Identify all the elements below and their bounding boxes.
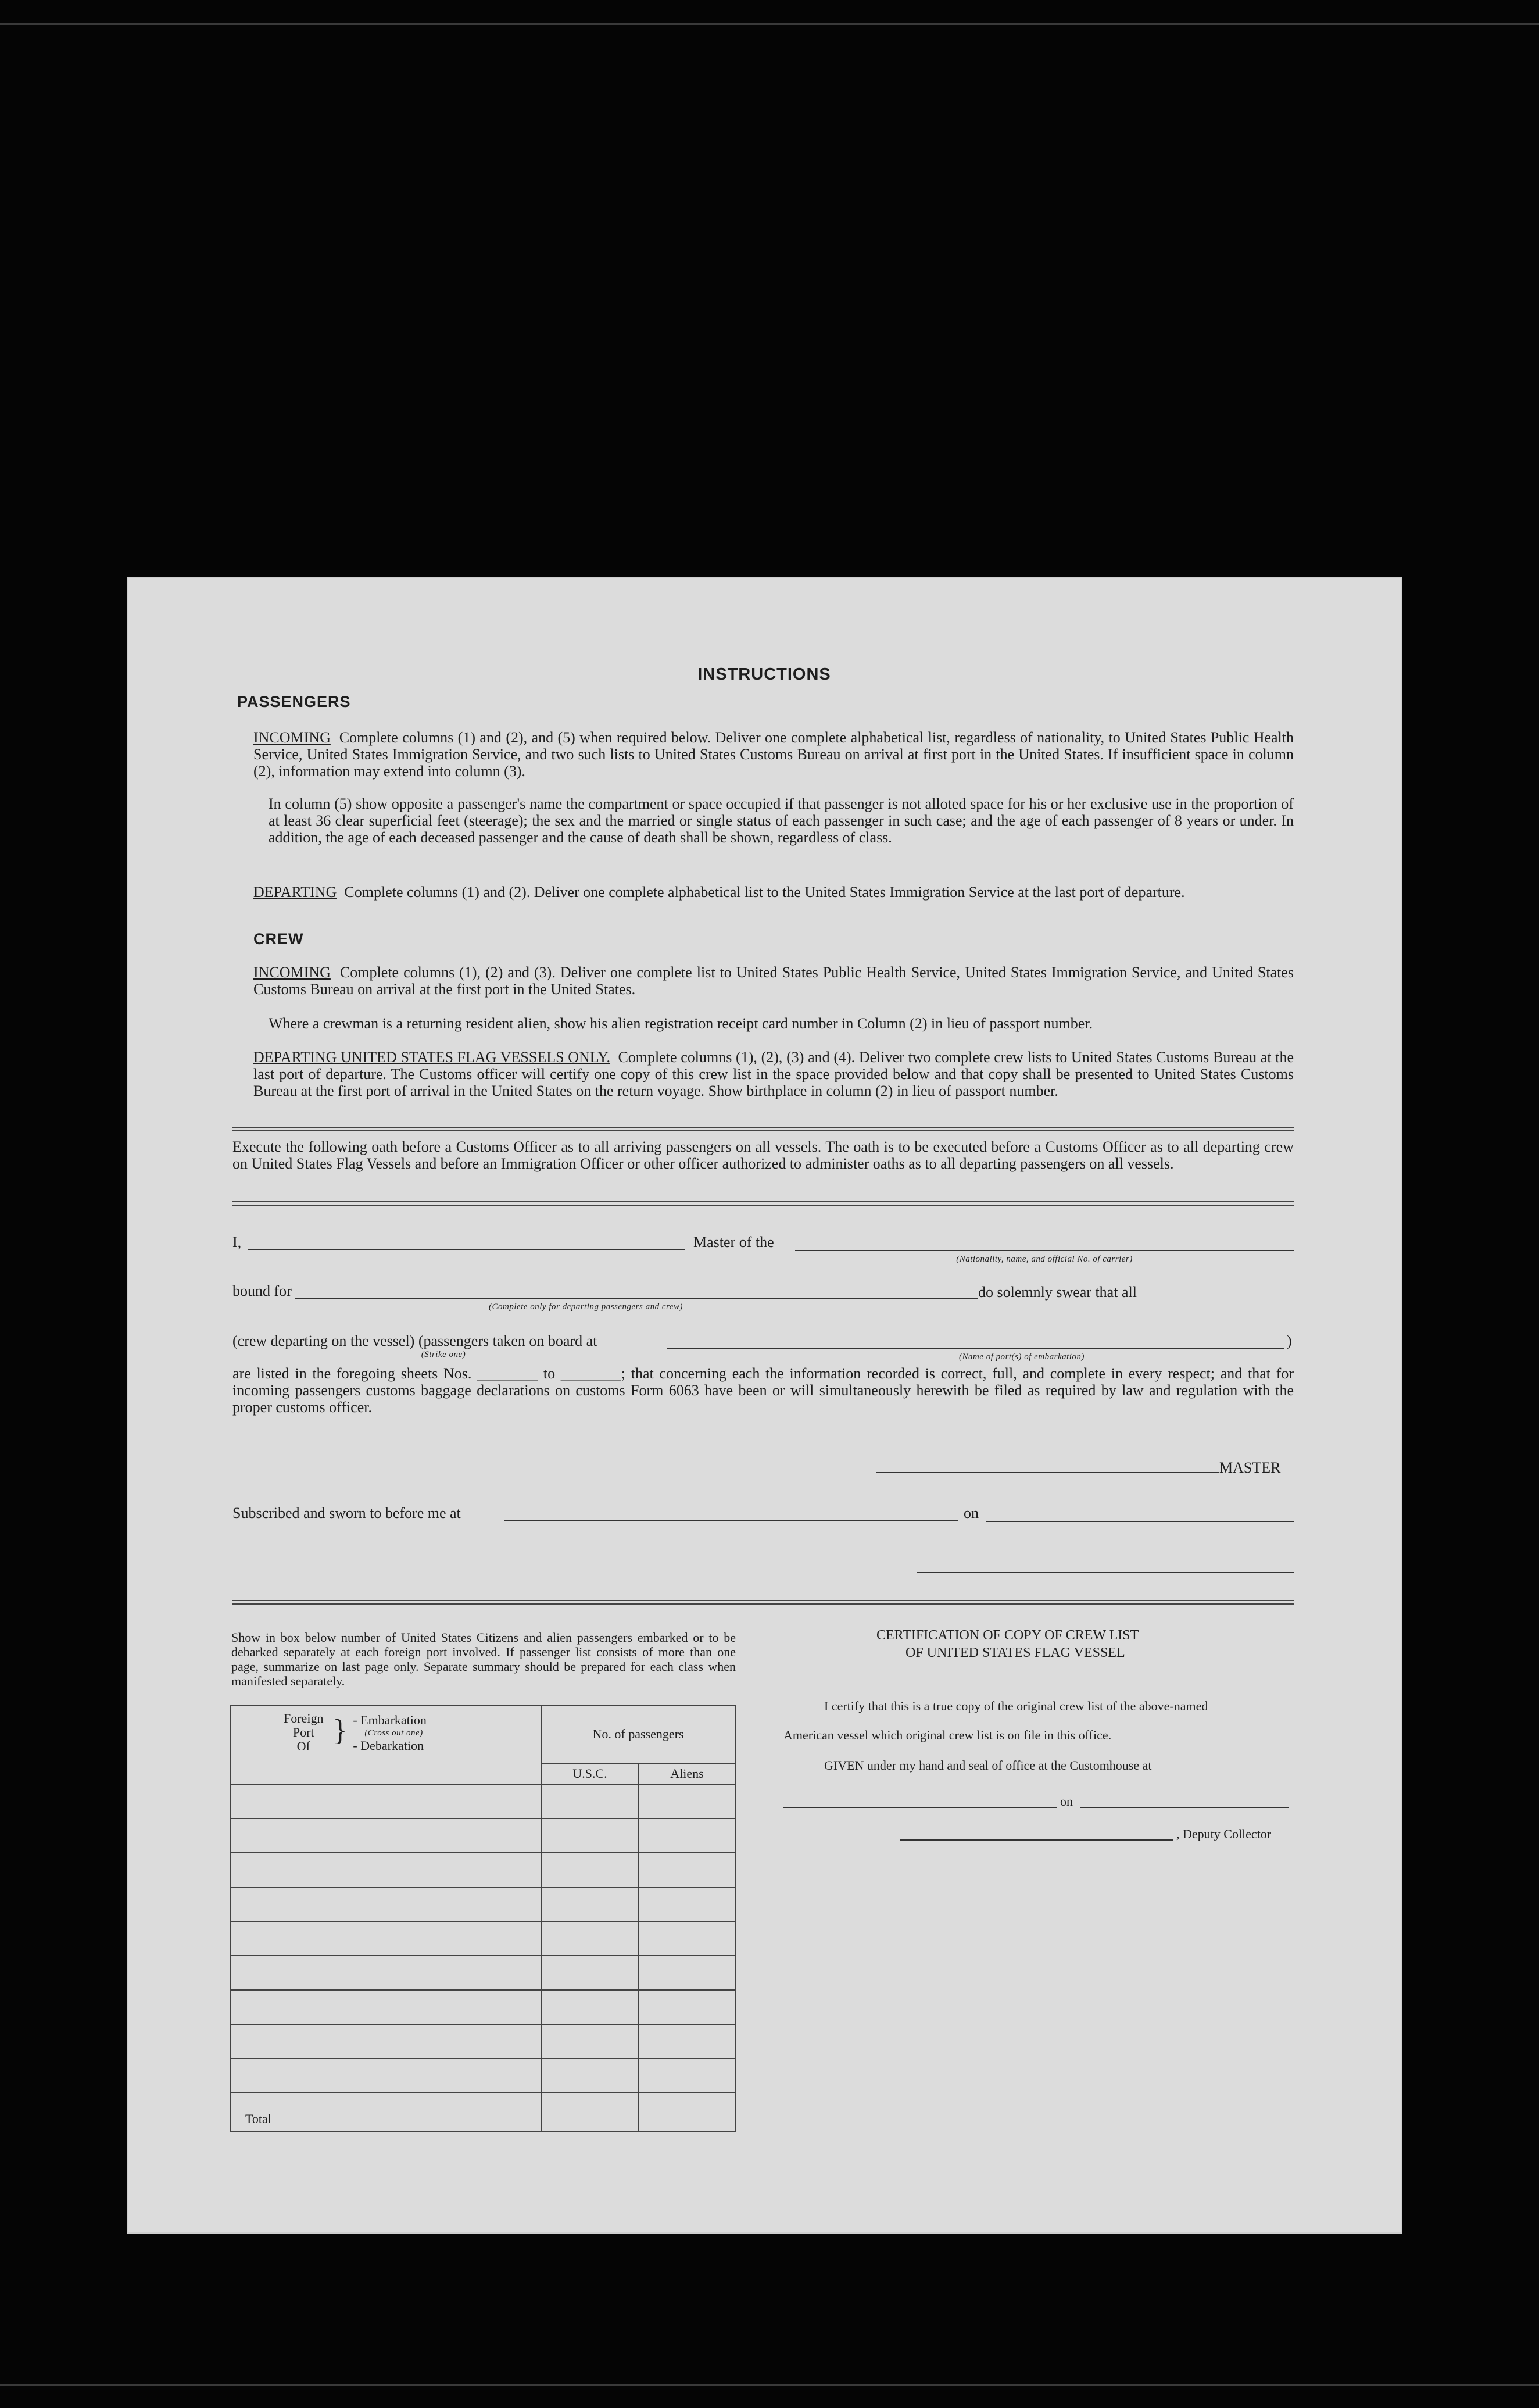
total-label: Total: [231, 2093, 541, 2132]
carrier-caption: (Nationality, name, and official No. of carrier): [956, 1255, 1133, 1264]
passengers-heading: PASSENGERS: [237, 693, 351, 710]
certification-line-2: American vessel which original crew list is on file in this office.: [783, 1728, 1112, 1742]
departing-flag-text: Complete columns (1), (2), (3) and (4). Deliver two complete crew lists to United States Customs Bureau at the last port of departure. The Customs officer will certify one copy of this crew list in the space provided below and that copy shall be presented to United States Customs Bureau at the first port of arrival in the United States on the return voyage. Show birthplace in column (2) in lieu of passport number.: [253, 1049, 1294, 1099]
incoming-text: Complete columns (1) and (2), and (5) when required below. Deliver one complete alphabetical list, regardless of nationality, to United States Public Health Service, United States Immigration Service, and two such lists to United States Customs Bureau on arrival at first port in the United States. If insufficient space in column (2), information may extend into column (3).: [253, 729, 1294, 780]
deputy-collector-label: , Deputy Collector: [1176, 1827, 1272, 1841]
certification-line-1: I certify that this is a true copy of the original crew list of the above-named: [824, 1699, 1208, 1713]
summary-note: Show in box below number of United States Citizens and alien passengers embarked or to be debarked separately at each foreign port involved. If passenger list consists of more than one page, summarize on last page only. Separate summary should be prepared for each class when manifested separately.: [231, 1630, 736, 1688]
port-cell[interactable]: [231, 1956, 541, 1990]
embarkation-label: - Embarkation: [353, 1713, 427, 1727]
brace-glyph: }: [332, 1714, 348, 1747]
departing-flag-paragraph: [253, 1049, 1294, 1099]
scan-bottom-edge: [0, 2384, 1539, 2386]
departing-caption: (Complete only for departing passengers and crew): [489, 1302, 683, 1312]
bound-for-line[interactable]: [295, 1298, 978, 1299]
sworn-date-line[interactable]: [986, 1521, 1294, 1522]
passengers-departing-paragraph: [253, 884, 1294, 901]
aliens-total-cell[interactable]: [639, 2093, 735, 2132]
crew-incoming-paragraph: [253, 964, 1294, 998]
port-cell[interactable]: [231, 1990, 541, 2024]
table-row: [231, 1784, 735, 1818]
page-title: INSTRUCTIONS: [697, 665, 831, 684]
departing-flag-label: DEPARTING UNITED STATES FLAG VESSELS ONLY.: [253, 1049, 611, 1066]
certification-heading-1: CERTIFICATION OF COPY OF CREW LIST: [876, 1628, 1139, 1643]
column5-paragraph: In column (5) show opposite a passenger's name the compartment or space occupied if that passenger is not alloted space for his or her exclusive use in the proportion of at least 36 clear superficial feet (steerage); the sex and the married or single status of each passenger in such case; and the age of each passenger of 8 years or under. In addition, the age of each deceased passenger and the cause of death shall be shown, regardless of class.: [269, 795, 1294, 846]
oath-listed-text: are listed in the foregoing sheets Nos. ________ to ________; that concerning each the information recorded is correct, full, and complete in every respect; and that for incoming passengers customs baggage declarations on customs Form 6063 have been or will simultaneously herewith be filed as required by law and regulation with the proper customs officer.: [232, 1365, 1294, 1416]
port-cell[interactable]: [231, 2024, 541, 2059]
aliens-cell[interactable]: [639, 2059, 735, 2093]
port-cell[interactable]: [231, 1887, 541, 1921]
sworn-on-label: on: [964, 1505, 979, 1521]
ports-caption: (Name of port(s) of embarkation): [959, 1352, 1085, 1362]
crew-incoming-text: Complete columns (1), (2) and (3). Deliver one complete list to United States Public Health Service, United States Immigration Service, and United States Customs Bureau on arrival at the first port in the United States.: [253, 964, 1294, 998]
certification-date-line[interactable]: [1080, 1807, 1289, 1808]
master-signature-line[interactable]: [876, 1472, 1219, 1473]
aliens-cell[interactable]: [639, 1990, 735, 2024]
crewman-paragraph: Where a crewman is a returning resident alien, show his alien registration receipt card number in Column (2) in lieu of passport number.: [269, 1015, 1093, 1032]
aliens-cell[interactable]: [639, 1887, 735, 1921]
master-of-the-label: Master of the: [693, 1234, 774, 1251]
no-of-passengers-header: No. of passengers: [541, 1705, 735, 1763]
usc-cell[interactable]: [541, 1921, 639, 1956]
section-divider: [232, 1600, 1294, 1605]
usc-cell[interactable]: [541, 1853, 639, 1887]
crew-departing-text: (crew departing on the vessel) (passengers taken on board at: [232, 1332, 597, 1349]
officer-signature-line[interactable]: [917, 1572, 1294, 1573]
departing-text: Complete columns (1) and (2). Deliver one complete alphabetical list to the United States Immigration Service at the last port of departure.: [344, 884, 1185, 901]
sworn-place-line[interactable]: [504, 1520, 958, 1521]
departing-label: DEPARTING: [253, 884, 337, 901]
table-header-row: [231, 1705, 735, 1763]
usc-cell[interactable]: [541, 1818, 639, 1853]
usc-cell[interactable]: [541, 1990, 639, 2024]
master-label: MASTER: [1219, 1459, 1281, 1476]
section-divider: [232, 1201, 1294, 1206]
port-cell[interactable]: [231, 2059, 541, 2093]
scan-top-edge: [0, 23, 1539, 25]
certification-line-3: GIVEN under my hand and seal of office at the Customhouse at: [824, 1758, 1152, 1773]
usc-cell[interactable]: [541, 2024, 639, 2059]
table-row: [231, 2024, 735, 2059]
passenger-summary-table: [230, 1705, 736, 2132]
table-row: [231, 1990, 735, 2024]
crew-incoming-label: INCOMING: [253, 964, 331, 981]
table-row: [231, 1956, 735, 1990]
aliens-cell[interactable]: [639, 1921, 735, 1956]
aliens-header: Aliens: [639, 1763, 735, 1784]
oath-intro: Execute the following oath before a Customs Officer as to all arriving passengers on all vessels. The oath is to be executed before a Customs Officer as to all departing crew on United States Flag Vessels and before an Immigration Officer or other officer authorized to administer oaths as to all departing passengers on all vessels.: [232, 1138, 1294, 1172]
certification-on-label: on: [1060, 1794, 1073, 1809]
usc-total-cell[interactable]: [541, 2093, 639, 2132]
aliens-cell[interactable]: [639, 1818, 735, 1853]
close-paren: ): [1287, 1332, 1292, 1349]
usc-cell[interactable]: [541, 2059, 639, 2093]
port-cell[interactable]: [231, 1853, 541, 1887]
oath-i-label: I,: [232, 1234, 242, 1251]
table-row: [231, 1853, 735, 1887]
usc-header: U.S.C.: [541, 1763, 639, 1784]
deputy-signature-line[interactable]: [900, 1839, 1173, 1841]
passengers-incoming-paragraph: [253, 729, 1294, 780]
embarkation-port-line[interactable]: [667, 1348, 1284, 1349]
foreign-label: Foreign: [284, 1711, 324, 1725]
port-cell[interactable]: [231, 1784, 541, 1818]
usc-cell[interactable]: [541, 1784, 639, 1818]
aliens-cell[interactable]: [639, 2024, 735, 2059]
aliens-cell[interactable]: [639, 1956, 735, 1990]
port-cell[interactable]: [231, 1818, 541, 1853]
port-cell[interactable]: [231, 1921, 541, 1956]
crew-heading: CREW: [253, 930, 304, 948]
cross-out-caption: (Cross out one): [364, 1728, 423, 1738]
bound-for-label: bound for: [232, 1282, 292, 1299]
usc-cell[interactable]: [541, 1887, 639, 1921]
aliens-cell[interactable]: [639, 1784, 735, 1818]
port-label: Port: [292, 1725, 314, 1739]
table-total-row: [231, 2093, 735, 2132]
table-row: [231, 1921, 735, 1956]
table-row: [231, 2059, 735, 2093]
incoming-label: INCOMING: [253, 729, 331, 746]
customhouse-line[interactable]: [783, 1807, 1057, 1808]
of-label: Of: [296, 1739, 310, 1753]
master-name-line[interactable]: [248, 1249, 685, 1250]
table-row: [231, 1887, 735, 1921]
section-divider: [232, 1127, 1294, 1131]
solemnly-swear-text: do solemnly swear that all: [978, 1284, 1137, 1301]
port-header-cell: [231, 1705, 541, 1784]
debarkation-label: - Debarkation: [353, 1738, 424, 1753]
table-row: [231, 1818, 735, 1853]
carrier-line[interactable]: [795, 1250, 1294, 1251]
document-page: [127, 577, 1402, 2234]
subscribed-text: Subscribed and sworn to before me at: [232, 1505, 461, 1521]
strike-one-caption: (Strike one): [421, 1350, 466, 1359]
aliens-cell[interactable]: [639, 1853, 735, 1887]
certification-heading-2: OF UNITED STATES FLAG VESSEL: [905, 1645, 1125, 1660]
usc-cell[interactable]: [541, 1956, 639, 1990]
